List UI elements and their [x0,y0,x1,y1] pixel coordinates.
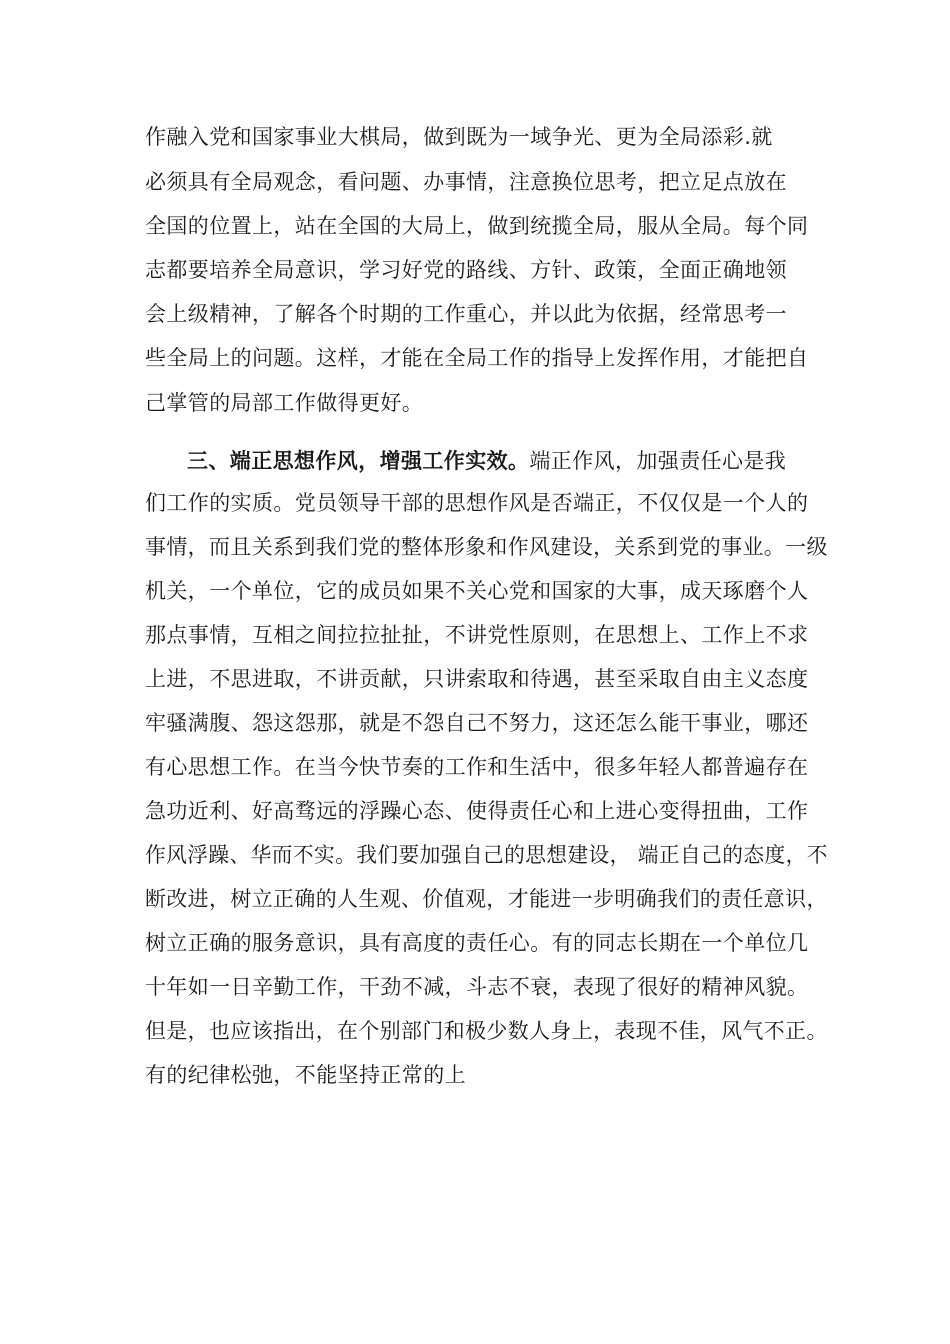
paragraph-1-line: 作融入党和国家事业大棋局，做到既为一域争光、更为全局添彩.就 [145,125,773,149]
paragraph-2-line: 机关，一个单位，它的成员如果不关心党和国家的大事，成天琢磨个人 [145,579,809,603]
paragraph-1-line: 志都要培养全局意识，学习好党的路线、方针、政策，全面正确地领 [145,258,787,282]
paragraph-2-line: 但是，也应该指出，在个别部门和极少数人身上，表现不佳，风气不正。 [145,1019,828,1043]
paragraph-1-line: 些全局上的问题。这样，才能在全局工作的指导上发挥作用，才能把自 [145,346,809,370]
paragraph-2-line: 断改进，树立正确的人生观、价值观，才能进一步明确我们的责任意识， [145,887,828,911]
paragraph-1-line: 必须具有全局观念，看问题、办事情，注意换位思考，把立足点放在 [145,170,787,194]
paragraph-2-line: 树立正确的服务意识，具有高度的责任心。有的同志长期在一个单位几 [145,931,809,955]
paragraph-2-line: 那点事情，互相之间拉拉扯扯，不讲党性原则，在思想上、工作上不求 [145,623,809,647]
paragraph-2-first-line [187,447,786,475]
paragraph-2-line: 有的纪律松弛，不能坚持正常的上 [145,1063,466,1087]
paragraph-2-line: 作风浮躁、华而不实。我们要加强自己的思想建设， 端正自己的态度，不 [145,843,828,867]
paragraph-2-line: 急功近利、好高骛远的浮躁心态、使得责任心和上进心变得扭曲，工作 [145,799,809,823]
section-heading: 三、端正思想作风，增强工作实效。 [187,449,530,473]
paragraph-2-line: 牢骚满腹、怨这怨那，就是不怨自己不努力，这还怎么能干事业，哪还 [145,711,809,735]
paragraph-1-line: 己掌管的局部工作做得更好。 [145,391,424,415]
paragraph-2-line: 十年如一日辛勤工作，干劲不减，斗志不衰，表现了很好的精神风貌。 [145,975,809,999]
paragraph-1-line: 全国的位置上，站在全国的大局上，做到统揽全局，服从全局。每个同 [145,214,809,238]
paragraph-2-line: 有心思想工作。在当今快节奏的工作和生活中，很多年轻人都普遍存在 [145,755,809,779]
paragraph-1-line: 会上级精神，了解各个时期的工作重心，并以此为依据，经常思考一 [145,302,787,326]
paragraph-2-first-line-text: 端正作风，加强责任心是我 [529,449,787,473]
paragraph-2-line: 事情，而且关系到我们党的整体形象和作风建设，关系到党的事业。一级 [145,535,828,559]
paragraph-2-line: 上进，不思进取，不讲贡献，只讲索取和待遇，甚至采取自由主义态度 [145,667,809,691]
paragraph-2-line: 们工作的实质。党员领导干部的思想作风是否端正，不仅仅是一个人的 [145,491,809,515]
